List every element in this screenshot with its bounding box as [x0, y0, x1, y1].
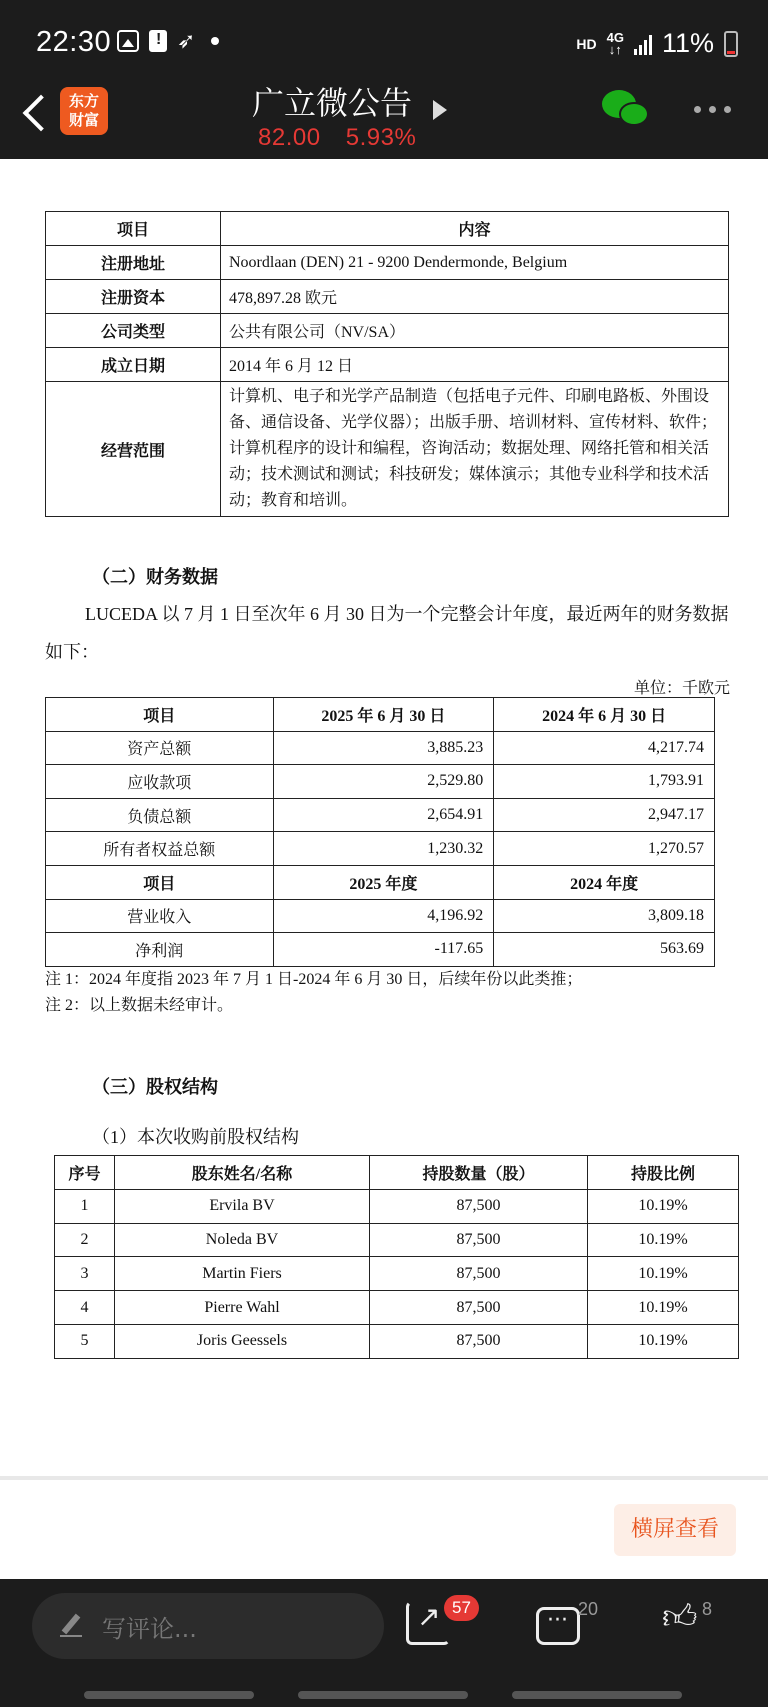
table-row: 经营范围 计算机、电子和光学产品制造（包括电子元件、印刷电路板、外围设备、通信设备、光学仪器）；出版手册、培训材料、宣传材料、软件；计算机程序的设计和编程，咨询活动；数据处理、网络托管和相关活动；技术测试和测试；科技研发；媒体演示；其他专业科学和技术活动；教育和培训。	[46, 382, 729, 517]
table-row: 1 Ervila BV 87,500 10.19%	[55, 1189, 739, 1223]
table-header: 股东姓名/名称	[115, 1156, 370, 1190]
table-row: 营业收入 4,196.92 3,809.18	[46, 899, 715, 933]
comments-icon[interactable]	[536, 1607, 580, 1645]
finance-note-1: 注 1：2024 年度指 2023 年 7 月 1 日-2024 年 6 月 30 日，后续年份以此类推；	[45, 971, 583, 988]
comment-count: 20	[578, 1599, 599, 1619]
page-title: 广立微公告	[252, 84, 413, 122]
table-row: 4 Pierre Wahl 87,500 10.19%	[55, 1291, 739, 1325]
table-row: 负债总额 2,654.91 2,947.17	[46, 798, 715, 832]
table-row: 注册地址 Noordlaan (DEN) 21 - 9200 Dendermonde, Belgium	[46, 246, 729, 280]
pencil-icon	[60, 1613, 84, 1637]
table-header: 2024 年度	[494, 865, 715, 899]
announcement-document	[0, 159, 768, 1479]
table-row: 应收款项 2,529.80 1,793.91	[46, 765, 715, 799]
unit-label: 单位：千欧元	[633, 680, 730, 697]
finance-note-2: 注 2：以上数据未经审计。	[45, 997, 234, 1014]
table-row: 成立日期 2014 年 6 月 12 日	[46, 348, 729, 382]
section-heading-finance: （二）财务数据	[92, 567, 218, 588]
table-header: 持股比例	[588, 1156, 739, 1190]
divider	[0, 1476, 768, 1480]
table-header: 内容	[221, 212, 729, 246]
share-count-badge: 57	[444, 1595, 479, 1621]
table-row: 2 Noleda BV 87,500 10.19%	[55, 1223, 739, 1257]
signal-icon	[634, 33, 652, 55]
table-header: 2024 年 6 月 30 日	[494, 698, 715, 732]
status-time: 22:30	[36, 26, 112, 58]
table-header: 项目	[46, 212, 221, 246]
table-header: 2025 年度	[273, 865, 494, 899]
gesture-bar	[298, 1691, 468, 1699]
more-options-icon[interactable]	[694, 106, 731, 113]
eastmoney-logo[interactable]: 东方 财富	[60, 87, 108, 135]
top-bar	[0, 0, 768, 159]
play-arrow-icon[interactable]	[433, 100, 447, 120]
more-notifications-dot	[211, 37, 219, 45]
nav-bar	[0, 78, 768, 159]
stock-change: 5.93%	[345, 124, 417, 151]
status-right	[576, 28, 738, 59]
wechat-share-icon[interactable]	[602, 90, 650, 130]
send-icon: ➶	[177, 28, 196, 53]
table-row: 公司类型 公共有限公司（NV/SA）	[46, 314, 729, 348]
table-row: 净利润 -117.65 563.69	[46, 933, 715, 967]
section-heading-equity: （三）股权结构	[92, 1077, 218, 1098]
back-button[interactable]	[18, 90, 58, 138]
finance-table	[45, 697, 715, 967]
gallery-icon	[117, 30, 139, 52]
equity-table	[54, 1155, 739, 1359]
like-icon[interactable]: 👍︎	[662, 1597, 698, 1637]
table-row: 所有者权益总额 1,230.32 1,270.57	[46, 832, 715, 866]
bottom-action-bar	[0, 1579, 768, 1707]
gesture-bar	[512, 1691, 682, 1699]
comment-input[interactable]	[32, 1593, 384, 1659]
network-indicator: 4G ↓↑	[606, 29, 624, 57]
battery-percent: 11%	[661, 28, 714, 58]
battery-icon	[724, 31, 738, 57]
landscape-view-button[interactable]: 横屏查看	[614, 1504, 736, 1556]
table-header: 序号	[55, 1156, 115, 1190]
hd-indicator: HD	[576, 35, 597, 52]
table-header: 持股数量（股）	[370, 1156, 588, 1190]
like-count: 8	[702, 1599, 713, 1619]
table-row: 5 Joris Geessels 87,500 10.19%	[55, 1324, 739, 1358]
table-row: 注册资本 478,897.28 欧元	[46, 280, 729, 314]
stock-price: 82.00	[258, 124, 321, 151]
battery-alert-icon	[149, 30, 167, 52]
company-info-table	[45, 211, 729, 517]
table-header: 项目	[46, 865, 274, 899]
equity-subheading: （1）本次收购前股权结构	[92, 1127, 299, 1147]
table-header: 2025 年 6 月 30 日	[273, 698, 494, 732]
table-row: 3 Martin Fiers 87,500 10.19%	[55, 1257, 739, 1291]
table-header: 项目	[46, 698, 274, 732]
notification-icons	[117, 30, 219, 52]
table-row: 资产总额 3,885.23 4,217.74	[46, 731, 715, 765]
comment-placeholder: 写评论...	[102, 1615, 197, 1643]
status-bar	[0, 0, 768, 88]
finance-intro: LUCEDA 以 7 月 1 日至次年 6 月 30 日为一个完整会计年度，最近两年的财务数据如下：	[45, 604, 729, 662]
stock-quote[interactable]	[258, 124, 416, 152]
gesture-bar	[84, 1691, 254, 1699]
